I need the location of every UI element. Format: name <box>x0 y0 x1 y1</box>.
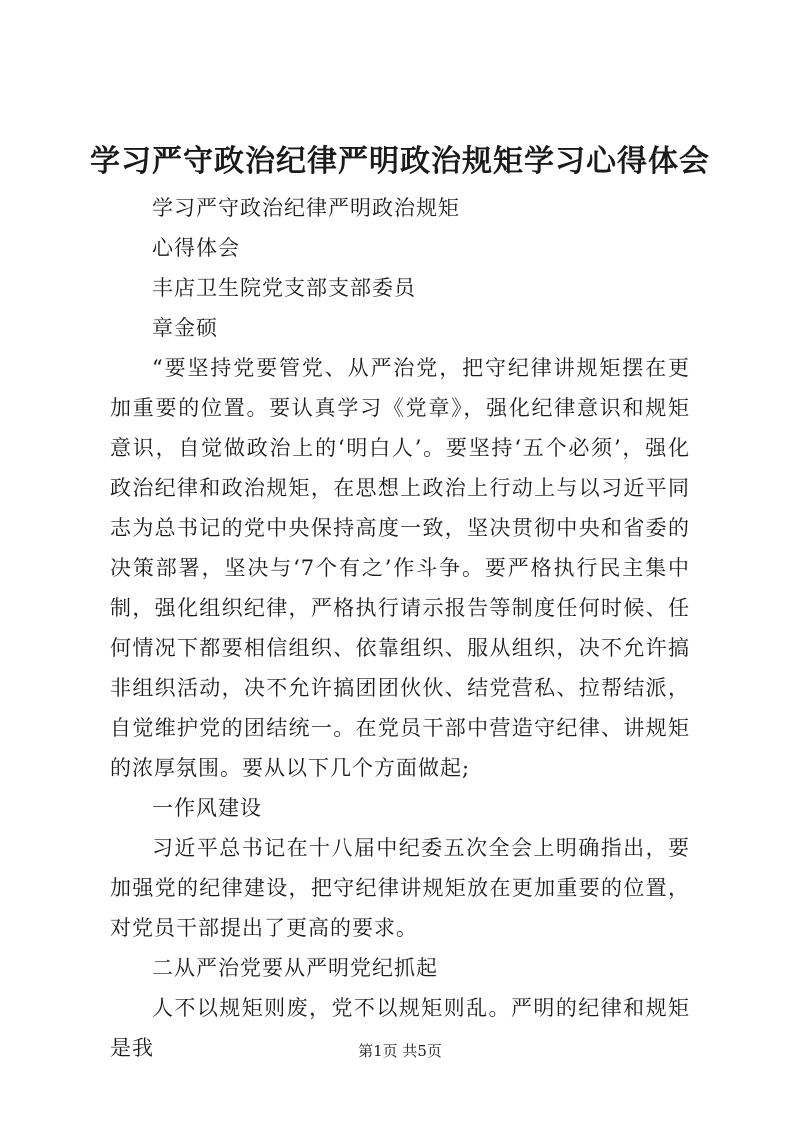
paragraph-author: 章金硕 <box>152 316 218 340</box>
section-heading-1: 一作风建设 <box>152 796 262 820</box>
paragraph-section-2: 人不以规矩则废，党不以规矩则乱。严明的纪律和规矩是我 <box>110 996 690 1060</box>
document-body <box>110 188 690 1068</box>
page-number-footer: 第1页 共5页 <box>358 1042 442 1060</box>
document-title: 学习严守政治纪律严明政治规矩学习心得体会 <box>90 144 710 179</box>
section-heading-2: 二从严治党要从严明党纪抓起 <box>152 956 438 980</box>
paragraph-main: “要坚持党要管党、从严治党，把守纪律讲规矩摆在更加重要的位置。要认真学习《党章》，强化纪律意识和规矩意识，自觉做政治上的‘明白人’。要坚持‘五个必须’，强化政治纪律和政治规矩，在思想上政治上行动上与以习近平同志为总书记的党中央保持高度一致，坚决贯彻中央和省委的决策部署，坚决与‘7个有之’作斗争。要严格执行民主集中制，强化组织纪律，严格执行请示报告等制度任何时候、任何情况下都要相信组织、依靠组织、服从组织，决不允许搞非组织活动，决不允许搞团团伙伙、结党营私、拉帮结派，自觉维护党的团结统一。在党员干部中营造守纪律、讲规矩的浓厚氛围。要从以下几个方面做起; <box>110 356 690 780</box>
paragraph-organization: 丰店卫生院党支部支部委员 <box>152 276 416 300</box>
paragraph-section-1: 习近平总书记在十八届中纪委五次全会上明确指出，要加强党的纪律建设，把守纪律讲规矩放在更加重要的位置，对党员干部提出了更高的要求。 <box>110 836 690 940</box>
paragraph-subtitle-2: 心得体会 <box>152 236 240 260</box>
paragraph-subtitle: 学习严守政治纪律严明政治规矩 <box>152 196 460 220</box>
